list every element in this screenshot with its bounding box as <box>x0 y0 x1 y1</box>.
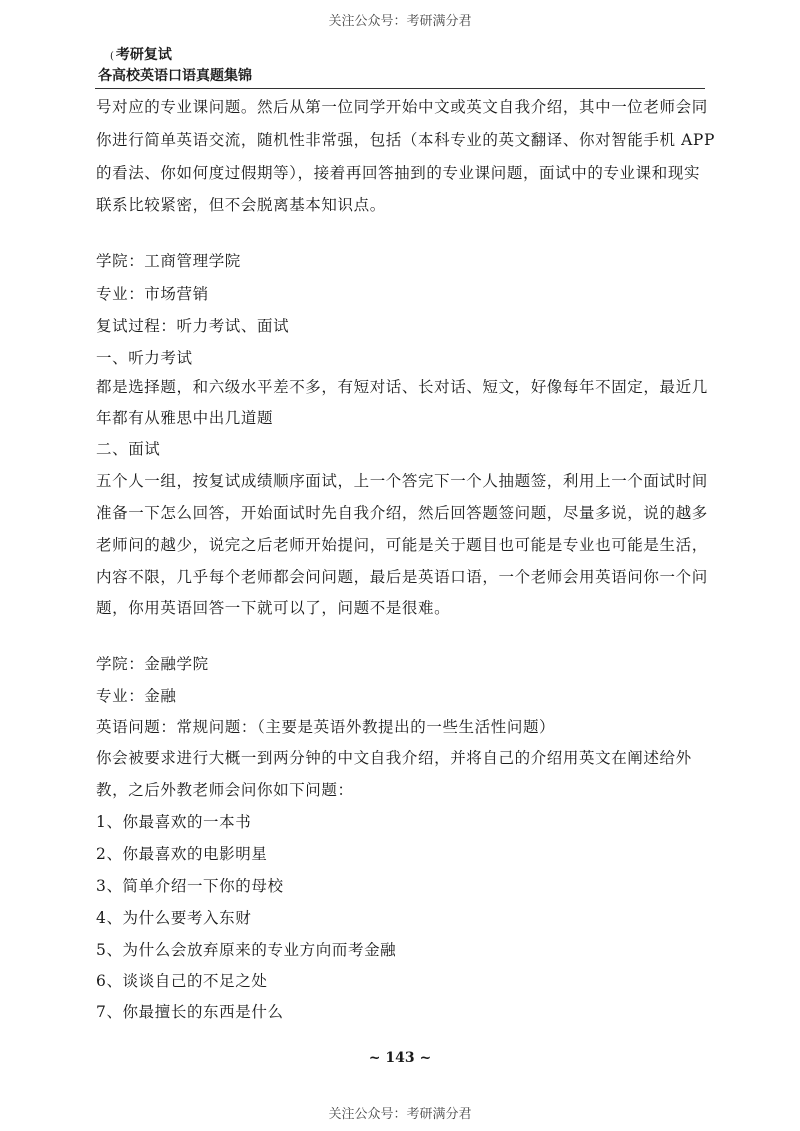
header-mark: ( <box>110 51 114 62</box>
major-heading: 专业：金融 <box>96 687 177 705</box>
list-item: 6、谈谈自己的不足之处 <box>96 972 268 990</box>
running-header <box>98 44 252 86</box>
list-item: 7、你最擅长的东西是什么 <box>96 1003 284 1021</box>
body-line: 老师问的越少，说完之后老师开始提问，可能是关于题目也可能是专业也可能是生活， <box>96 536 708 554</box>
body-line: 五个人一组，按复试成绩顺序面试，上一个答完下一个人抽题签，利用上一个面试时间 <box>96 472 708 490</box>
list-item: 1、你最喜欢的一本书 <box>96 813 252 831</box>
body-line: 都是选择题，和六级水平差不多，有短对话、长对话、短文，好像每年不固定，最近几 <box>96 378 708 396</box>
body-line: 题，你用英语回答一下就可以了，问题不是很难。 <box>96 599 451 617</box>
body-line: 的看法、你如何度过假期等），接着再回答抽到的专业课问题，面试中的专业课和现实 <box>96 164 701 182</box>
body-line: 教，之后外教老师会问你如下问题： <box>96 781 354 799</box>
body-line: 年都有从雅思中出几道题 <box>96 409 274 427</box>
section-heading: 一、听力考试 <box>96 349 193 367</box>
major-heading: 专业：市场营销 <box>96 285 209 303</box>
section-heading: 二、面试 <box>96 440 161 458</box>
list-item: 3、简单介绍一下你的母校 <box>96 877 284 895</box>
watermark-bottom: 关注公众号：考研满分君 <box>328 1107 472 1122</box>
body-line: 准备一下怎么回答，开始面试时先自我介绍，然后回答题签问题，尽量多说，说的越多 <box>96 504 708 522</box>
body-line: 号对应的专业课问题。然后从第一位同学开始中文或英文自我介绍，其中一位老师会同 <box>96 98 708 116</box>
college-heading: 学院：工商管理学院 <box>96 252 241 270</box>
list-item: 4、为什么要考入东财 <box>96 909 252 927</box>
header-rule <box>95 88 705 89</box>
body-line: 内容不限，几乎每个老师都会问问题，最后是英语口语，一个老师会用英语问你一个问 <box>96 568 708 586</box>
list-item: 2、你最喜欢的电影明星 <box>96 845 268 863</box>
body-line: 你会被要求进行大概一到两分钟的中文自我介绍，并将自己的介绍用英文在阐述给外 <box>96 749 692 767</box>
college-heading: 学院：金融学院 <box>96 655 209 673</box>
header-title-row <box>110 44 252 66</box>
list-item: 5、为什么会放弃原来的专业方向而考金融 <box>96 941 397 959</box>
header-subtitle: 各高校英语口语真题集锦 <box>98 68 252 84</box>
body-line: 英语问题：常规问题：（主要是英语外教提出的一些生活性问题） <box>96 718 556 736</box>
watermark-top: 关注公众号：考研满分君 <box>328 14 472 29</box>
page-number: ~ 143 ~ <box>368 1050 432 1066</box>
header-title: 考研复试 <box>115 47 172 63</box>
body-line: 联系比较紧密，但不会脱离基本知识点。 <box>96 196 386 214</box>
process-heading: 复试过程：听力考试、面试 <box>96 317 290 335</box>
body-line: 你进行简单英语交流，随机性非常强，包括（本科专业的英文翻译、你对智能手机 APP <box>96 131 715 149</box>
